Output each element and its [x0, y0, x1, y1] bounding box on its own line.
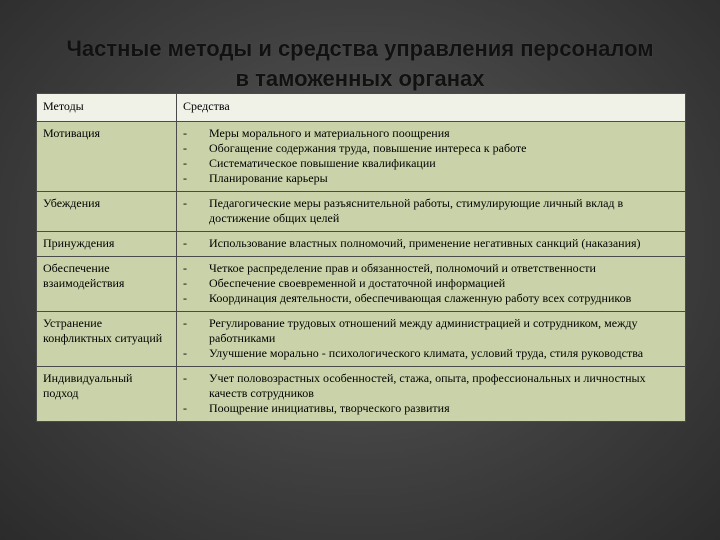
means-text: Регулирование трудовых отношений между администрацией и сотрудником, между работниками	[209, 316, 638, 345]
means-text: Четкое распределение прав и обязанностей, полномочий и ответственности	[209, 261, 596, 275]
column-header-methods: Методы	[37, 94, 177, 122]
means-cell	[177, 312, 686, 367]
means-cell	[177, 257, 686, 312]
means-cell	[177, 232, 686, 257]
list-item: - Систематическое повышение квалификации	[183, 156, 436, 170]
table-row	[37, 312, 686, 367]
means-text: Систематическое повышение квалификации	[209, 156, 436, 170]
list-item: - Меры морального и материального поощрения	[183, 126, 450, 140]
means-list	[183, 261, 679, 306]
list-item: - Четкое распределение прав и обязанностей, полномочий и ответственности	[183, 261, 596, 275]
method-cell: Индивидуальный подход	[37, 367, 177, 422]
means-list	[183, 196, 679, 226]
list-item: - Поощрение инициативы, творческого развития	[183, 401, 450, 415]
means-text: Меры морального и материального поощрения	[209, 126, 450, 140]
means-list	[183, 126, 679, 186]
means-cell	[177, 122, 686, 192]
method-cell: Мотивация	[37, 122, 177, 192]
list-item: - Регулирование трудовых отношений между администрацией и сотрудником, между работниками	[183, 316, 638, 345]
column-header-means: Средства	[177, 94, 686, 122]
list-item: - Педагогические меры разъяснительной работы, стимулирующие личный вклад в достижение общих целей	[183, 196, 624, 225]
table-row	[37, 122, 686, 192]
means-text: Планирование карьеры	[209, 171, 328, 185]
slide-title: Частные методы и средства управления персоналом в таможенных органах	[66, 36, 654, 91]
list-item: - Обеспечение своевременной и достаточной информацией	[183, 276, 506, 290]
table-header-row	[37, 94, 686, 122]
methods-table	[36, 93, 686, 422]
list-item: - Обогащение содержания труда, повышение интереса к работе	[183, 141, 527, 155]
table-row	[37, 367, 686, 422]
means-text: Педагогические меры разъяснительной работы, стимулирующие личный вклад в достижение общих целей	[209, 196, 624, 225]
table-row	[37, 257, 686, 312]
method-cell: Устранение конфликтных ситуаций	[37, 312, 177, 367]
method-cell: Убеждения	[37, 192, 177, 232]
means-list	[183, 316, 679, 361]
means-text: Учет половозрастных особенностей, стажа, опыта, профессиональных и личностных качеств сотрудников	[209, 371, 646, 400]
means-text: Поощрение инициативы, творческого развития	[209, 401, 450, 415]
means-text: Обеспечение своевременной и достаточной информацией	[209, 276, 506, 290]
method-cell: Обеспечение взаимодействия	[37, 257, 177, 312]
list-item: - Координация деятельности, обеспечивающая слаженную работу всех сотрудников	[183, 291, 632, 305]
means-text: Улучшение морально - психологического климата, условий труда, стиля руководства	[209, 346, 644, 360]
means-cell	[177, 367, 686, 422]
list-item: - Использование властных полномочий, применение негативных санкций (наказания)	[183, 236, 641, 250]
list-item: - Планирование карьеры	[183, 171, 328, 185]
list-item: - Учет половозрастных особенностей, стажа, опыта, профессиональных и личностных качеств сотрудников	[183, 371, 646, 400]
means-list	[183, 371, 679, 416]
means-text: Координация деятельности, обеспечивающая слаженную работу всех сотрудников	[209, 291, 632, 305]
means-list	[183, 236, 679, 251]
table-row	[37, 232, 686, 257]
list-item: - Улучшение морально - психологического климата, условий труда, стиля руководства	[183, 346, 644, 360]
method-cell: Принуждения	[37, 232, 177, 257]
means-text: Обогащение содержания труда, повышение интереса к работе	[209, 141, 527, 155]
means-cell	[177, 192, 686, 232]
means-text: Использование властных полномочий, применение негативных санкций (наказания)	[209, 236, 641, 250]
table-row	[37, 192, 686, 232]
